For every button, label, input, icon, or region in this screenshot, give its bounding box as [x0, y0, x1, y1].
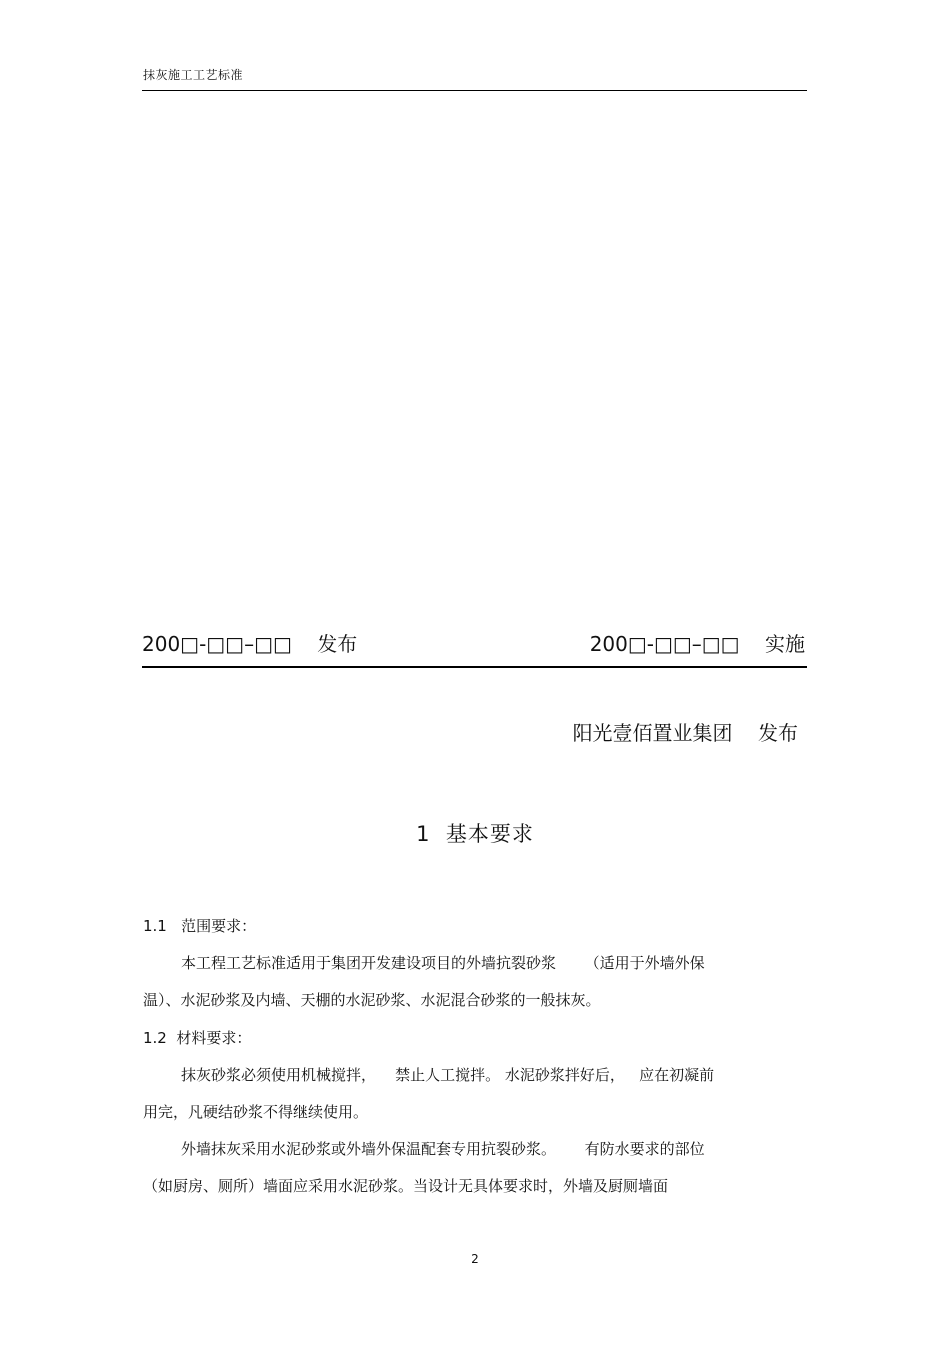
paragraph-line: 外墙抹灰采用水泥砂浆或外墙外保温配套专用抗裂砂浆。 有防水要求的部位	[181, 1140, 705, 1158]
paragraph-line: 用完，凡硬结砂浆不得继续使用。	[143, 1103, 369, 1121]
header-divider	[142, 90, 807, 91]
issue-date: 200□-□□–□□ 发布	[142, 632, 358, 656]
paragraph-line: 抹灰砂浆必须使用机械搅拌， 禁止人工搅拌。 水泥砂浆拌好后， 应在初凝前	[181, 1066, 715, 1084]
section-heading-scope: 1.1 范围要求：	[143, 917, 257, 935]
date-divider	[142, 666, 807, 668]
chapter-title: 1 基本要求	[416, 822, 534, 846]
running-header-title: 抹灰施工工艺标准	[143, 68, 244, 82]
section-heading-materials: 1.2 材料要求：	[143, 1029, 252, 1047]
paragraph-line: （如厨房、厕所）墙面应采用水泥砂浆。当设计无具体要求时，外墙及厨厕墙面	[143, 1177, 669, 1195]
publisher-line: 阳光壹佰置业集团 发布	[572, 721, 798, 745]
paragraph-line: 本工程工艺标准适用于集团开发建设项目的外墙抗裂砂浆 （适用于外墙外保	[181, 954, 705, 972]
date-row	[142, 628, 807, 658]
implementation-date: 200□-□□–□□ 实施	[589, 632, 805, 656]
page-number: 2	[471, 1252, 479, 1266]
paragraph-line: 温）、水泥砂浆及内墙、天棚的水泥砂浆、水泥混合砂浆的一般抹灰。	[143, 991, 601, 1009]
